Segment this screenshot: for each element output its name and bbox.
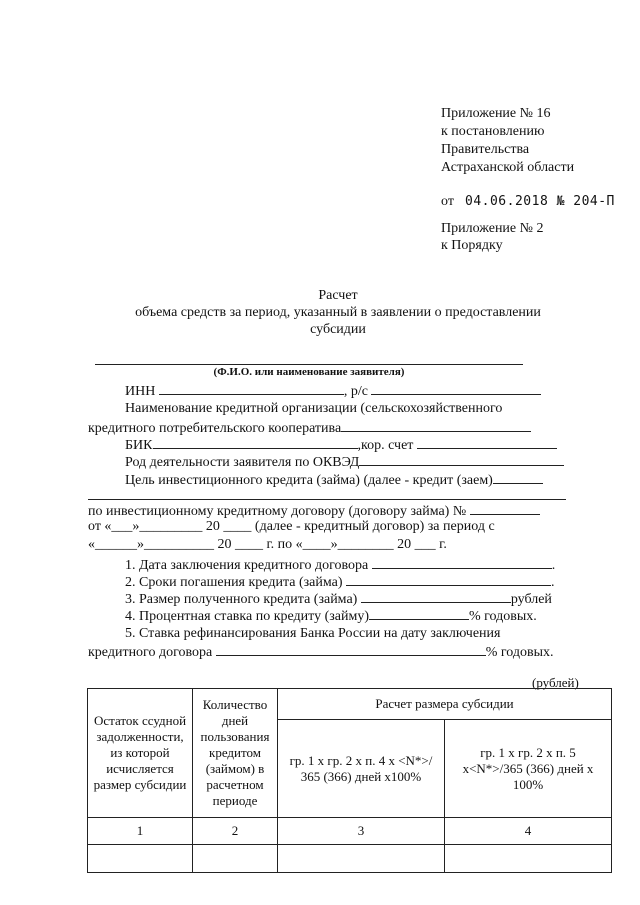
item-1-field	[372, 556, 552, 569]
item-3-row	[125, 590, 552, 608]
decree-date-prefix: от	[441, 194, 454, 209]
purpose-continuation-line	[88, 499, 566, 500]
item-5-field	[216, 643, 486, 656]
title-line-1: Расчет	[318, 288, 358, 303]
account-label: , р/с	[343, 384, 368, 399]
appendix-line-1: Приложение № 16	[441, 106, 551, 121]
table-number-row	[88, 818, 612, 845]
appendix-line-3: Правительства	[441, 142, 530, 157]
account-field	[371, 382, 541, 395]
inn-field	[159, 382, 344, 395]
col-1-header: Остаток ссудной задолженности, из которой исчисляется размер субсидии	[88, 689, 193, 818]
item-1-row: 1. Дата заключения кредитного договора .	[125, 558, 556, 573]
bik-row	[125, 436, 557, 454]
item-5-row-2	[88, 643, 554, 661]
col-1-number: 1	[88, 818, 193, 845]
item-2-row: 2. Сроки погашения кредита (займа) .	[125, 575, 555, 590]
applicant-caption: (Ф.И.О. или наименование заявителя)	[213, 366, 405, 378]
okved-label: Род деятельности заявителя по ОКВЭД	[125, 455, 360, 470]
inn-row	[125, 382, 541, 400]
appendix-line-2: к постановлению	[441, 124, 545, 139]
okved-row	[125, 453, 564, 471]
purpose-field	[493, 471, 543, 484]
corr-account-label: ,кор. счет	[357, 438, 414, 453]
table-row	[88, 845, 612, 873]
contract-number-field	[470, 502, 540, 515]
bik-field	[153, 436, 358, 449]
title-line-2: объема средств за период, указанный в заявлении о предоставлении	[135, 305, 541, 320]
col-2-header: Количество дней пользования кредитом (займом) в расчетном периоде	[193, 689, 278, 818]
col-4-number: 4	[445, 818, 612, 845]
col-4-header: гр. 1 х гр. 2 х п. 5 х<N*>/365 (366) дней х 100%	[445, 720, 612, 818]
table-cell	[278, 845, 445, 873]
item-2-field	[346, 573, 551, 586]
col-2-number: 2	[193, 818, 278, 845]
decree-date-stamp: 04.06.2018 № 204-П	[465, 194, 615, 209]
table-cell	[88, 845, 193, 873]
contract-date-line: от «___»_________ 20 ____ (далее - кредитный договор) за период с	[88, 519, 495, 534]
item-4-label: 4. Процентная ставка по кредиту (займу)	[125, 609, 369, 624]
sub-appendix-line-1: Приложение № 2	[441, 221, 544, 236]
item-3-label: 3. Размер полученного кредита (займа)	[125, 592, 358, 607]
item-4-unit: % годовых.	[469, 609, 537, 624]
subsidy-calculation-table	[87, 688, 612, 873]
bik-label: БИК	[125, 438, 153, 453]
inn-label: ИНН	[125, 384, 156, 399]
item-4-row	[125, 607, 537, 625]
bank-name-row-2	[88, 419, 531, 437]
corr-account-field	[417, 436, 557, 449]
period-line: «______»__________ 20 ____ г. по «____»________ 20 ___ г.	[88, 537, 447, 552]
item-5-unit: % годовых.	[485, 645, 554, 660]
table-header-row-1	[88, 689, 612, 720]
item-5-line-1: 5. Ставка рефинансирования Банка России на дату заключения	[125, 626, 501, 641]
item-3-field	[361, 590, 511, 603]
okved-field	[359, 453, 564, 466]
sub-appendix-line-2: к Порядку	[441, 238, 503, 253]
bank-name-line-1: Наименование кредитной организации (сельскохозяйственного	[125, 401, 503, 416]
appendix-line-4: Астраханской области	[441, 160, 575, 175]
col-3-number: 3	[278, 818, 445, 845]
item-2-label: 2. Сроки погашения кредита (займа)	[125, 575, 343, 590]
table-cell	[445, 845, 612, 873]
contract-row	[88, 502, 540, 520]
contract-label: по инвестиционному кредитному договору (договору займа) №	[88, 504, 467, 519]
units-note: (рублей)	[532, 675, 579, 690]
item-1-label: 1. Дата заключения кредитного договора	[125, 558, 369, 573]
bank-name-field	[341, 419, 531, 432]
subsidy-group-header: Расчет размера субсидии	[278, 689, 612, 720]
item-4-field	[369, 607, 469, 620]
table-cell	[193, 845, 278, 873]
purpose-row	[125, 471, 543, 489]
applicant-name-line	[95, 364, 523, 365]
bank-name-line-2: кредитного потребительского кооператива	[88, 421, 342, 436]
item-3-unit: рублей	[510, 592, 552, 607]
item-5-line-2: кредитного договора	[88, 645, 213, 660]
col-3-header: гр. 1 х гр. 2 х п. 4 х <N*>/ 365 (366) дней х100%	[278, 720, 445, 818]
title-line-3: субсидии	[310, 322, 366, 337]
purpose-label: Цель инвестиционного кредита (займа) (далее - кредит (заем)	[125, 473, 493, 488]
